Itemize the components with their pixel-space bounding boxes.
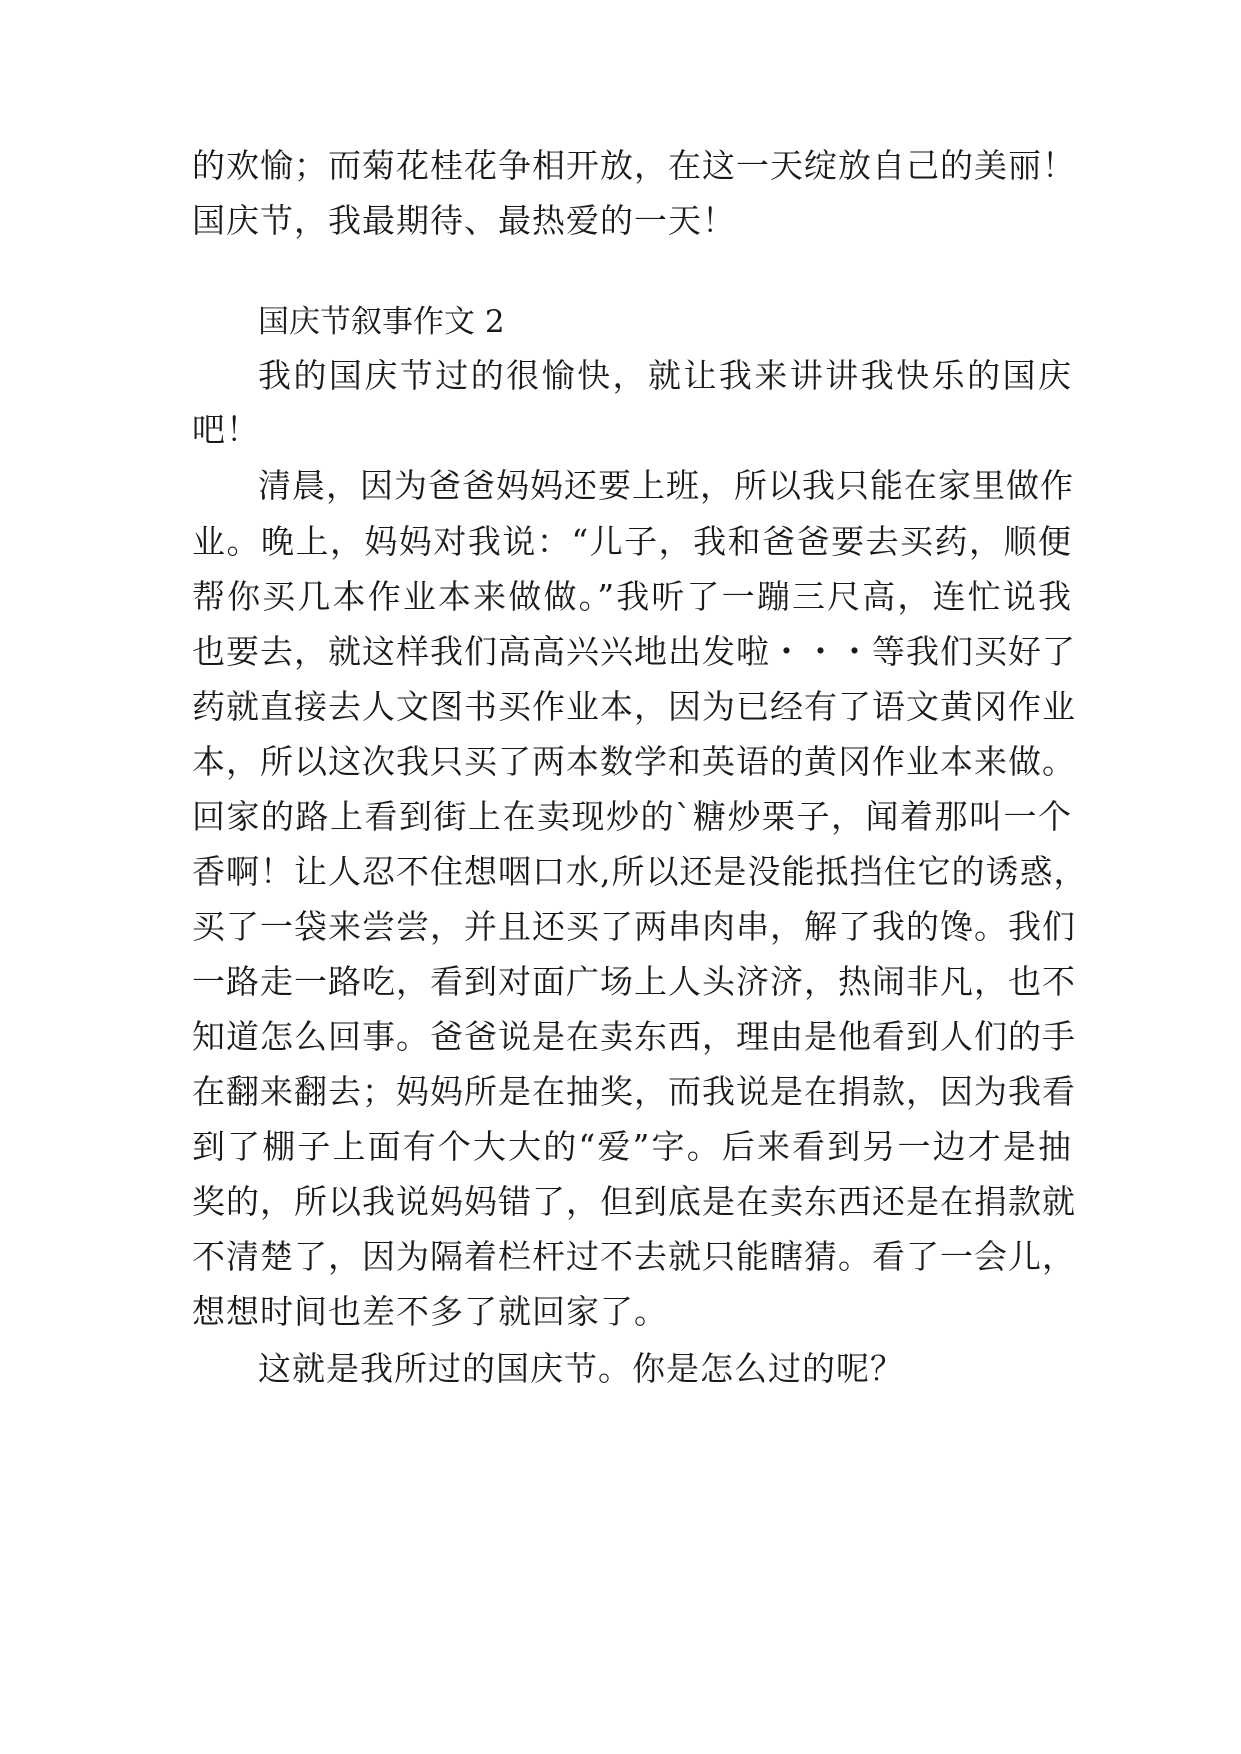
paragraph3-line-1: 这就是我所过的国庆节。你是怎么过的呢？	[258, 1349, 904, 1388]
paragraph2-line-5: 药就直接去人文图书买作业本，因为已经有了语文黄冈作业	[192, 687, 1076, 726]
paragraph2-line-14: 奖的，所以我说妈妈错了，但到底是在卖东西还是在捐款就	[192, 1182, 1076, 1221]
paragraph2-line-6: 本，所以这次我只买了两本数学和英语的黄冈作业本来做。	[192, 742, 1076, 781]
paragraph2-line-7: 回家的路上看到街上在卖现炒的`糖炒栗子，闻着那叫一个	[192, 797, 1072, 836]
paragraph2-line-10: 一路走一路吃，看到对面广场上人头济济，热闹非凡，也不	[192, 962, 1076, 1001]
paragraph2-line-4: 也要去，就这样我们高高兴兴地出发啦・・・等我们买好了	[192, 632, 1076, 671]
paragraph2-line-12: 在翻来翻去；妈妈所是在抽奖，而我说是在捐款，因为我看	[192, 1072, 1076, 1111]
paragraph2-line-3: 帮你买几本作业本来做做。”我听了一蹦三尺高，连忙说我	[192, 577, 1072, 616]
paragraph1-line-1: 我的国庆节过的很愉快，就让我来讲讲我快乐的国庆	[258, 356, 1072, 395]
paragraph2-line-13: 到了棚子上面有个大大的“爱”字。后来看到另一边才是抽	[192, 1127, 1072, 1166]
paragraph2-line-9: 买了一袋来尝尝，并且还买了两串肉串，解了我的馋。我们	[192, 907, 1076, 946]
paragraph2-line-11: 知道怎么回事。爸爸说是在卖东西，理由是他看到人们的手	[192, 1017, 1076, 1056]
paragraph2-line-16: 想想时间也差不多了就回家了。	[192, 1292, 668, 1331]
paragraph2-line-15: 不清楚了，因为隔着栏杆过不去就只能瞎猜。看了一会儿，	[192, 1237, 1076, 1276]
continuation-line-2: 国庆节，我最期待、最热爱的一天！	[192, 201, 736, 240]
paragraph2-line-8: 香啊！让人忍不住想咽口水,所以还是没能抵挡住它的诱惑，	[192, 852, 1088, 891]
paragraph1-line-2: 吧！	[192, 410, 260, 449]
essay-title: 国庆节叙事作文 2	[258, 304, 505, 340]
paragraph2-line-1: 清晨，因为爸爸妈妈还要上班，所以我只能在家里做作	[258, 466, 1074, 505]
continuation-line-1: 的欢愉；而菊花桂花争相开放，在这一天绽放自己的美丽！	[192, 146, 1076, 185]
paragraph2-line-2: 业。晚上，妈妈对我说：“儿子，我和爸爸要去买药，顺便	[192, 522, 1072, 561]
